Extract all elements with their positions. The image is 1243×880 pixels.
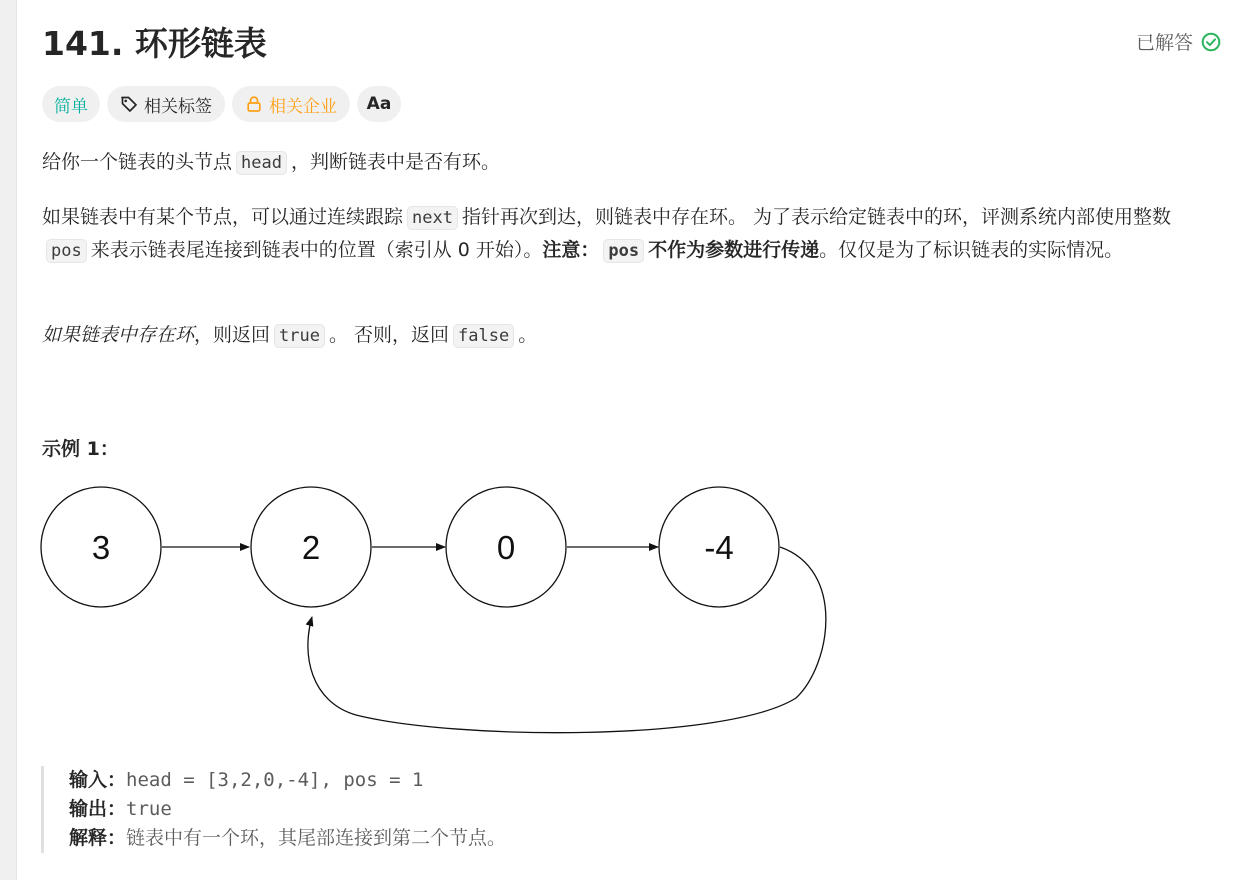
description-paragraph-3 <box>42 319 537 352</box>
text: 给你一个链表的头节点 <box>42 151 233 173</box>
description-paragraph-2 <box>42 201 1217 267</box>
inline-code: head <box>236 151 287 175</box>
text: 。 否则，返回 <box>328 324 450 346</box>
translate-button[interactable] <box>357 86 401 122</box>
text: 指针再次到达，则链表中存在环。 为了表示给定链表中的环，评测系统内部使用整数 <box>461 206 1172 228</box>
related-companies-label: 相关企业 <box>269 96 337 117</box>
difficulty-tag[interactable] <box>42 86 100 122</box>
linked-list-diagram <box>36 480 846 742</box>
node-value: 0 <box>496 529 516 566</box>
lock-icon <box>245 95 263 113</box>
tag-icon <box>120 95 138 113</box>
inline-code: pos <box>603 239 644 263</box>
input-value: head = [3,2,0,-4], pos = 1 <box>126 769 424 791</box>
text: ，判断链表中是否有环。 <box>290 151 500 173</box>
solved-label: 已解答 <box>1135 32 1193 54</box>
inline-code: pos <box>46 239 87 263</box>
text: 。 <box>518 324 538 346</box>
related-tags-label: 相关标签 <box>144 96 212 117</box>
example-output-row <box>69 795 506 824</box>
node-value: 2 <box>301 529 321 566</box>
text: 如果链表中有某个节点，可以通过连续跟踪 <box>42 206 404 228</box>
node-value: -4 <box>704 529 734 566</box>
page-title: 141. 环形链表 <box>42 24 267 63</box>
example-title: 示例 1： <box>42 438 119 460</box>
text: ，则返回 <box>194 324 271 346</box>
solved-status <box>1136 28 1221 55</box>
check-circle-icon <box>1201 32 1221 52</box>
inline-code: next <box>407 206 458 230</box>
emphasis-text: 如果链表中存在环 <box>42 324 195 346</box>
description-paragraph-1 <box>42 146 500 179</box>
explain-label: 解释： <box>69 827 127 849</box>
tag-bar <box>42 86 401 122</box>
example-explain-row <box>69 824 506 853</box>
translate-icon: Aa <box>366 94 392 114</box>
text: 来表示链表尾连接到链表中的位置（索引从 0 开始）。 <box>90 239 543 261</box>
output-label: 输出： <box>69 798 127 820</box>
example-input-row <box>69 766 506 795</box>
note-text: 不作为参数进行传递 <box>648 239 820 261</box>
note-label: 注意： <box>542 239 600 261</box>
difficulty-label: 简单 <box>54 96 88 117</box>
input-label: 输入： <box>69 769 127 791</box>
example-output-block <box>41 766 506 853</box>
output-value: true <box>126 798 172 820</box>
explain-value: 链表中有一个环，其尾部连接到第二个节点。 <box>126 827 507 849</box>
inline-code: true <box>274 324 325 348</box>
inline-code: false <box>453 324 514 348</box>
related-tags-button[interactable] <box>107 86 225 122</box>
text: 。仅仅是为了标识链表的实际情况。 <box>819 239 1124 261</box>
scrollbar[interactable] <box>0 0 17 880</box>
node-value: 3 <box>91 529 111 566</box>
related-companies-button[interactable] <box>232 86 350 122</box>
